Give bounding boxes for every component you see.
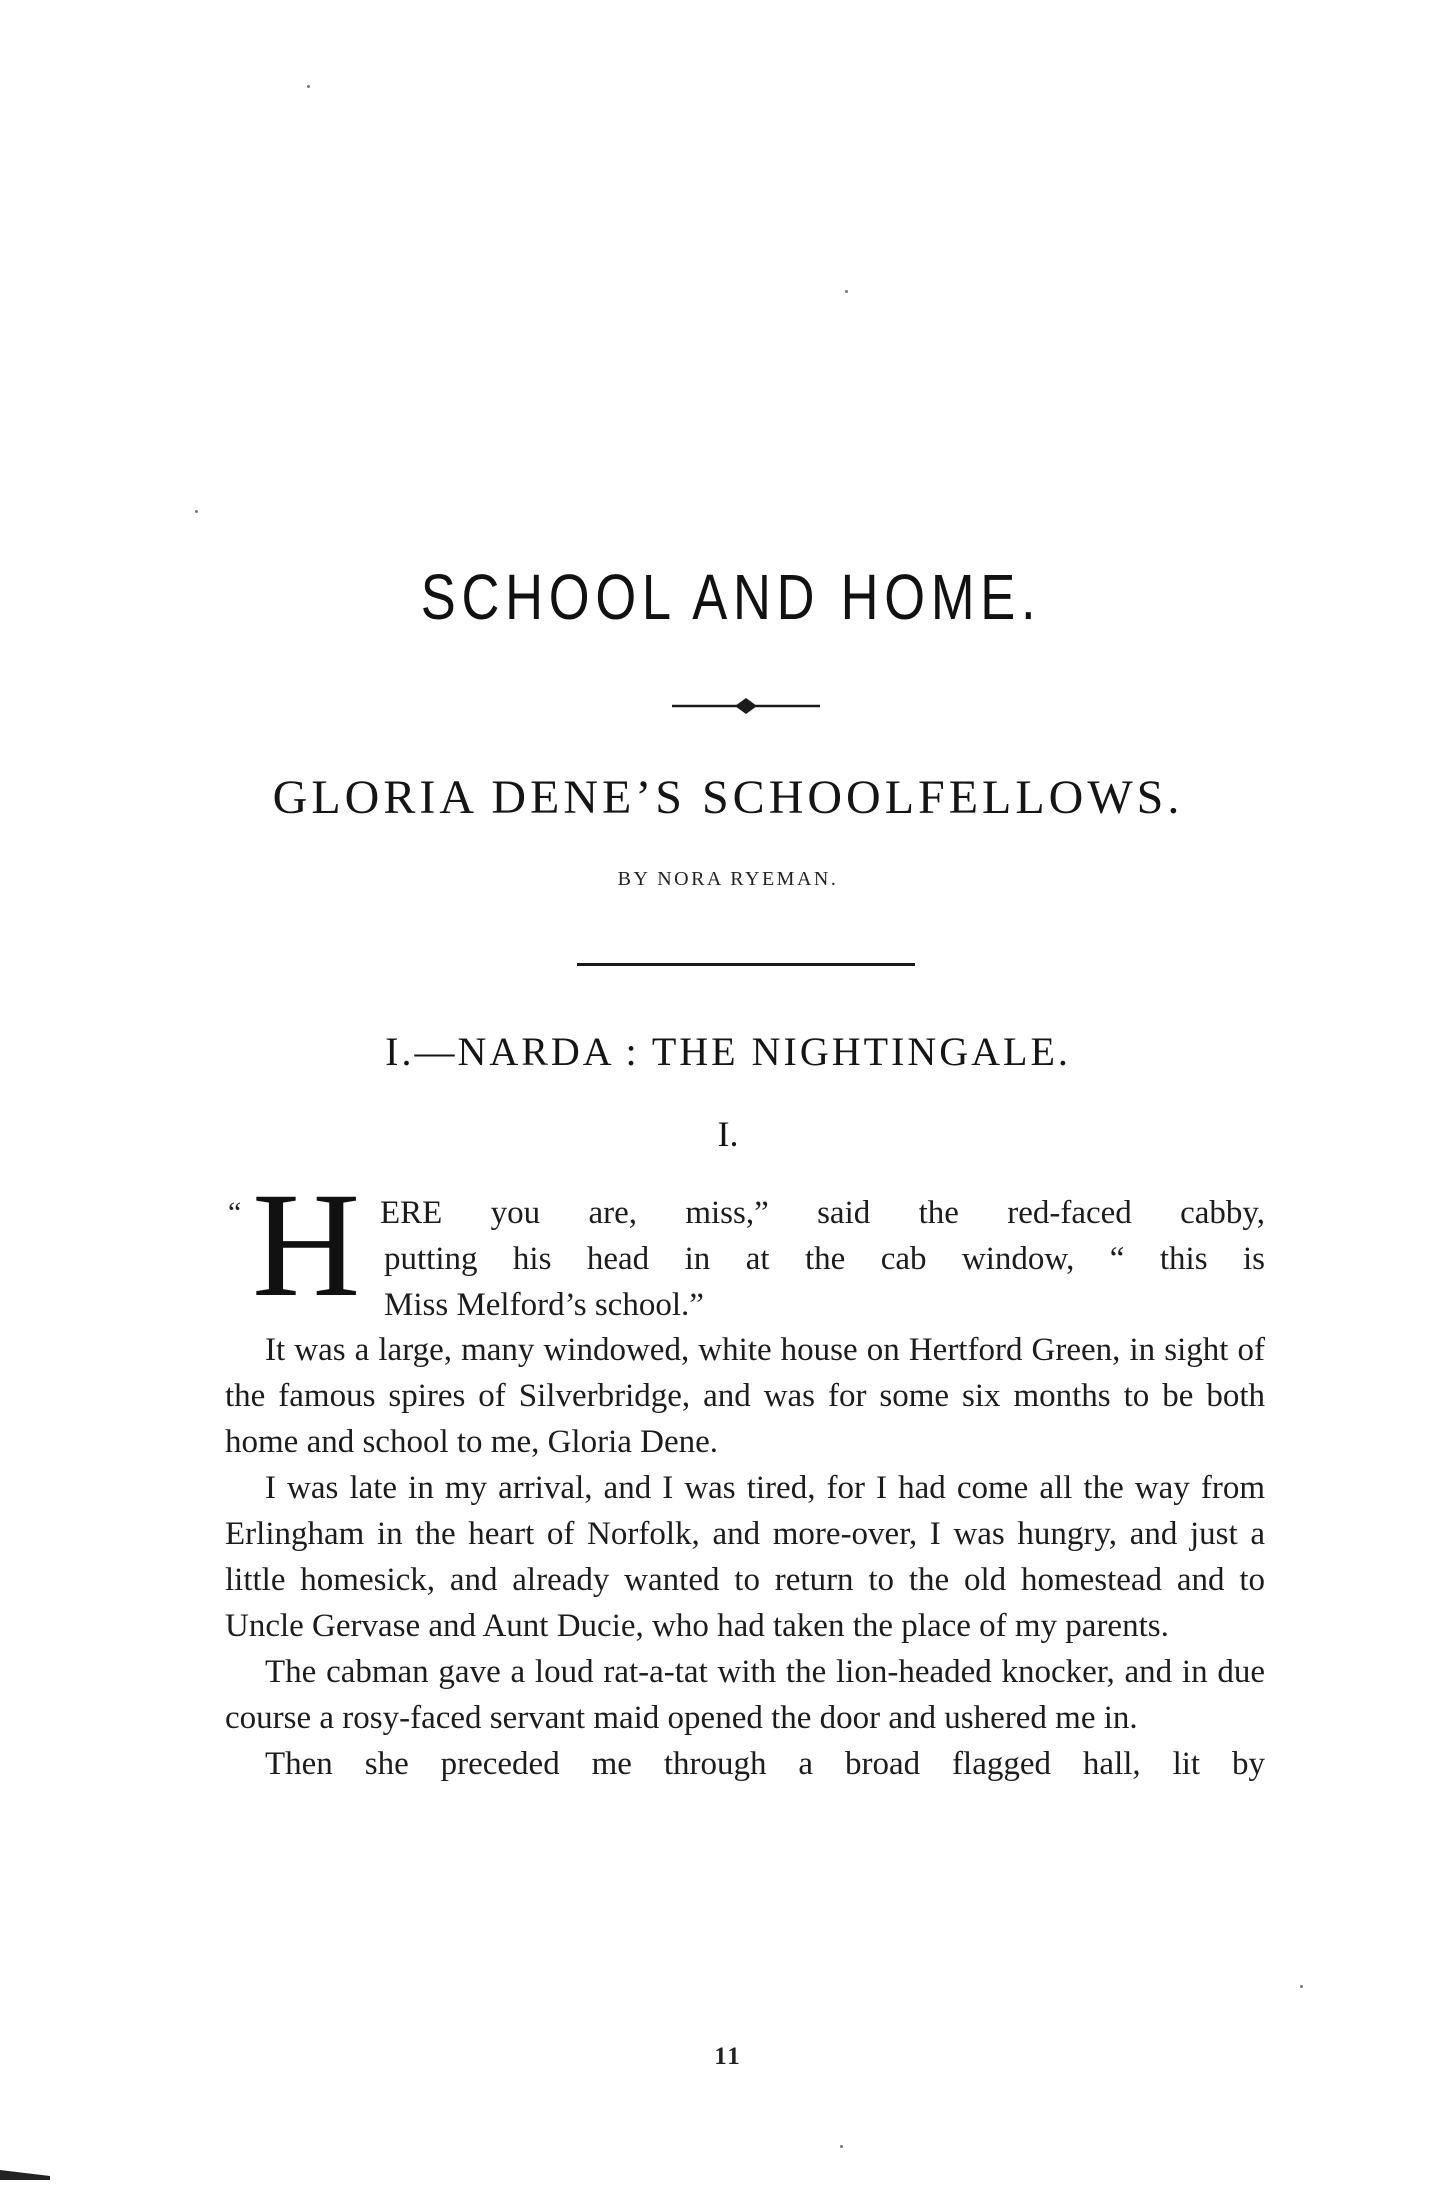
- drop-cap-letter: H: [252, 1162, 361, 1328]
- paragraph-3: The cabman gave a loud rat-a-tat with the lion-headed knocker, and in due course a rosy-faced servant maid opened the door and ushered me in.: [225, 1654, 1265, 1736]
- opening-line-1: ERE you are, miss,” said the red-faced cabby,: [380, 1195, 1265, 1231]
- paper-speck: [307, 85, 310, 88]
- section-number: I.: [717, 1114, 739, 1154]
- chapter-title: I.—NARDA : THE NIGHTINGALE.: [385, 1029, 1071, 1074]
- paragraph-2: I was late in my arrival, and I was tired, for I had come all the way from Erlingham in the heart of Norfolk, and more-over, I was hungry, and just a little homesick, and already wanted to return to the old homestead and to Uncle Gervase and Aunt Ducie, who had taken the place of my parents.: [225, 1470, 1265, 1644]
- title-rule: [577, 963, 915, 966]
- paragraph-1: It was a large, many windowed, white house on Hertford Green, in sight of the famous spires of Silverbridge, and was for some six months to be both home and school to me, Gloria Dene.: [225, 1332, 1265, 1460]
- edge-mark: [0, 2170, 50, 2180]
- series-title: SCHOOL AND HOME.: [420, 561, 1042, 633]
- opening-line-2: putting his head in at the cab window, “ this is: [384, 1241, 1265, 1277]
- opening-line-3: Miss Melford’s school.”: [384, 1287, 704, 1323]
- opening-quote-mark: “: [228, 1196, 242, 1229]
- story-title: GLORIA DENE’S SCHOOLFELLOWS.: [272, 771, 1184, 824]
- opening-paragraph: [380, 1190, 1265, 1328]
- paper-speck: [840, 2145, 843, 2148]
- byline: BY NORA RYEMAN.: [617, 868, 839, 890]
- diamond-ornament: [672, 697, 820, 715]
- page-number: 11: [714, 2043, 742, 2070]
- paragraph-4: Then she preceded me through a broad flagged hall, lit by: [265, 1746, 1265, 1782]
- paper-speck: [1300, 1985, 1303, 1988]
- paper-speck: [845, 290, 848, 293]
- body-text: [225, 1327, 1265, 1787]
- paper-speck: [195, 510, 198, 513]
